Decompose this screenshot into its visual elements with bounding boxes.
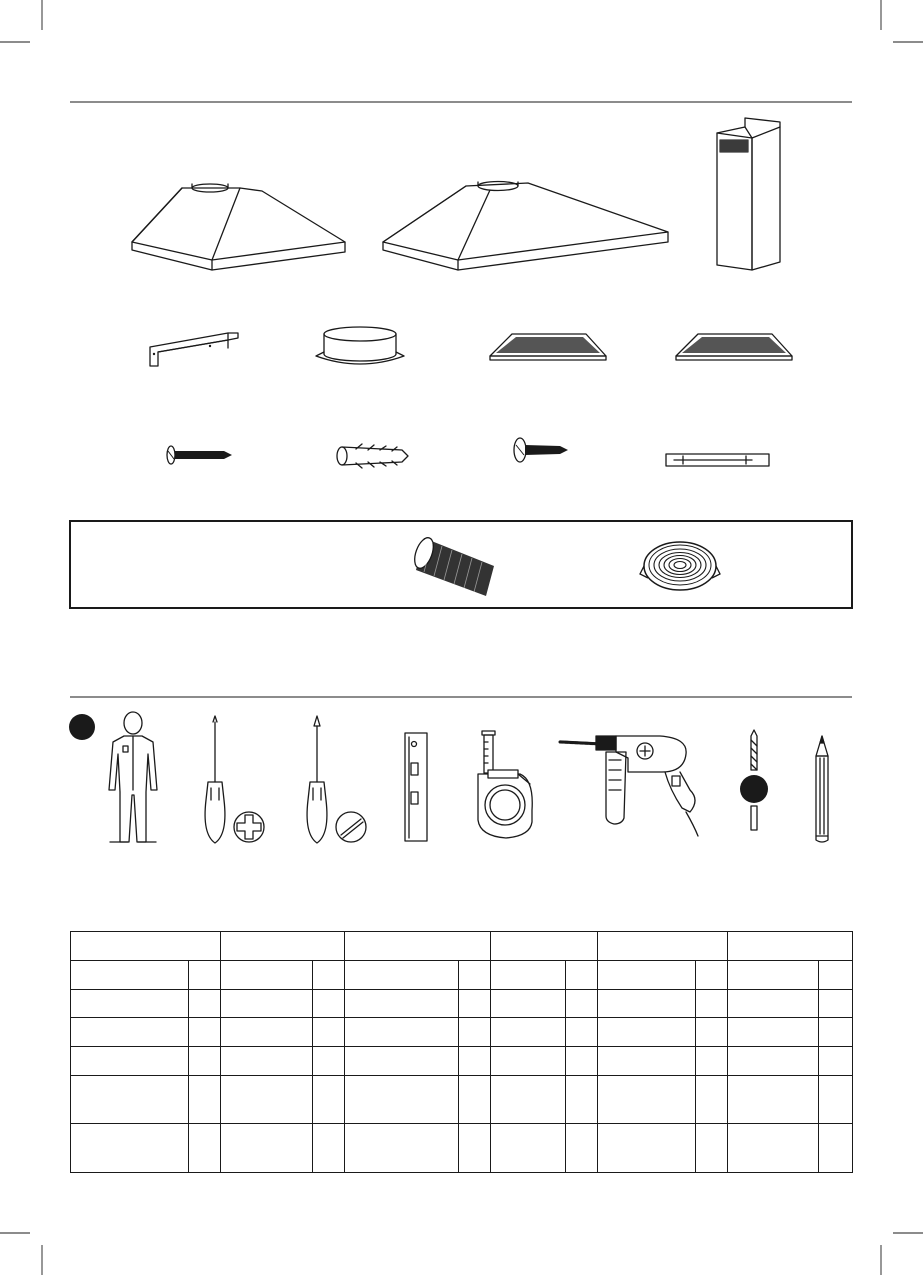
short-screw	[514, 438, 568, 462]
spec-cell	[71, 1047, 189, 1076]
spec-cell	[728, 990, 819, 1018]
spec-cell	[345, 1018, 459, 1047]
spec-cell	[221, 990, 313, 1018]
spec-cell	[221, 1018, 313, 1047]
spec-table	[70, 931, 853, 1173]
grease-filter-1	[490, 334, 606, 360]
spec-cell	[189, 990, 221, 1018]
spec-cell	[345, 1076, 459, 1124]
pencil	[816, 736, 828, 842]
spec-cell	[819, 1047, 853, 1076]
flat-screwdriver	[307, 716, 366, 843]
spec-cell	[459, 1018, 491, 1047]
spec-cell	[221, 1076, 313, 1124]
spec-cell	[189, 1047, 221, 1076]
spec-cell	[728, 1076, 819, 1124]
spec-cell	[728, 1124, 819, 1173]
spec-cell	[819, 961, 853, 990]
spec-cell	[345, 1124, 459, 1173]
spec-cell	[566, 990, 598, 1018]
spec-cell	[566, 1018, 598, 1047]
phillips-screwdriver	[205, 716, 264, 843]
spec-cell	[459, 1124, 491, 1173]
flexible-duct	[411, 535, 494, 596]
installer-person	[69, 712, 157, 842]
spec-cell	[696, 990, 728, 1018]
spec-cell	[566, 1124, 598, 1173]
spec-cell	[728, 961, 819, 990]
hood-small	[132, 184, 345, 270]
spec-cell	[221, 961, 313, 990]
chimney-bracket	[666, 454, 769, 466]
wall-bracket	[150, 333, 238, 366]
spec-cell	[221, 1047, 313, 1076]
spec-cell	[696, 1018, 728, 1047]
spec-cell	[491, 1018, 566, 1047]
spec-cell	[189, 1124, 221, 1173]
spec-header-cell	[491, 932, 598, 961]
table-row	[71, 1047, 853, 1076]
table-row	[71, 990, 853, 1018]
spec-cell	[566, 1076, 598, 1124]
spirit-level	[405, 733, 427, 841]
spec-cell	[313, 1047, 345, 1076]
wall-plug	[337, 444, 408, 468]
carbon-filter	[640, 542, 720, 590]
spec-cell	[566, 961, 598, 990]
spec-cell	[491, 990, 566, 1018]
spec-cell	[598, 1076, 696, 1124]
spec-header-cell	[598, 932, 728, 961]
spec-cell	[696, 1047, 728, 1076]
table-row	[71, 1076, 853, 1124]
spec-cell	[819, 1124, 853, 1173]
spec-cell	[459, 1076, 491, 1124]
spec-cell	[313, 1076, 345, 1124]
spec-cell	[696, 1076, 728, 1124]
spec-cell	[491, 1047, 566, 1076]
spec-cell	[696, 1124, 728, 1173]
hammer-drill	[560, 736, 698, 836]
tape-measure	[478, 731, 532, 838]
air-outlet-ring	[316, 327, 404, 364]
spec-cell	[313, 1018, 345, 1047]
spec-cell	[491, 961, 566, 990]
spec-cell	[71, 1018, 189, 1047]
spec-cell	[459, 961, 491, 990]
spec-cell	[313, 961, 345, 990]
long-screw	[167, 446, 232, 464]
spec-cell	[71, 1076, 189, 1124]
spec-cell	[189, 1076, 221, 1124]
spec-cell	[728, 1047, 819, 1076]
spec-cell	[189, 961, 221, 990]
spec-cell	[189, 1018, 221, 1047]
spec-cell	[71, 1124, 189, 1173]
spec-cell	[598, 990, 696, 1018]
spec-header-cell	[71, 932, 221, 961]
spec-cell	[71, 990, 189, 1018]
drill-bit	[740, 730, 768, 830]
spec-cell	[459, 990, 491, 1018]
spec-cell	[598, 1047, 696, 1076]
spec-cell	[598, 961, 696, 990]
spec-cell	[313, 990, 345, 1018]
spec-header-cell	[345, 932, 491, 961]
spec-header-cell	[221, 932, 345, 961]
spec-cell	[345, 1047, 459, 1076]
spec-header-cell	[728, 932, 853, 961]
hood-large	[383, 182, 668, 271]
table-row	[71, 1124, 853, 1173]
spec-cell	[313, 1124, 345, 1173]
spec-cell	[221, 1124, 313, 1173]
grease-filter-2	[676, 334, 792, 360]
spec-cell	[345, 961, 459, 990]
spec-cell	[819, 990, 853, 1018]
spec-cell	[566, 1047, 598, 1076]
spec-cell	[819, 1076, 853, 1124]
spec-cell	[459, 1047, 491, 1076]
chimney-cover	[717, 118, 780, 270]
spec-cell	[491, 1076, 566, 1124]
spec-cell	[345, 990, 459, 1018]
spec-cell	[598, 1018, 696, 1047]
spec-table-header-row	[71, 932, 853, 961]
spec-cell	[819, 1018, 853, 1047]
spec-cell	[598, 1124, 696, 1173]
spec-cell	[71, 961, 189, 990]
table-row	[71, 1018, 853, 1047]
spec-cell	[491, 1124, 566, 1173]
spec-cell	[728, 1018, 819, 1047]
spec-cell	[696, 961, 728, 990]
table-row	[71, 961, 853, 990]
